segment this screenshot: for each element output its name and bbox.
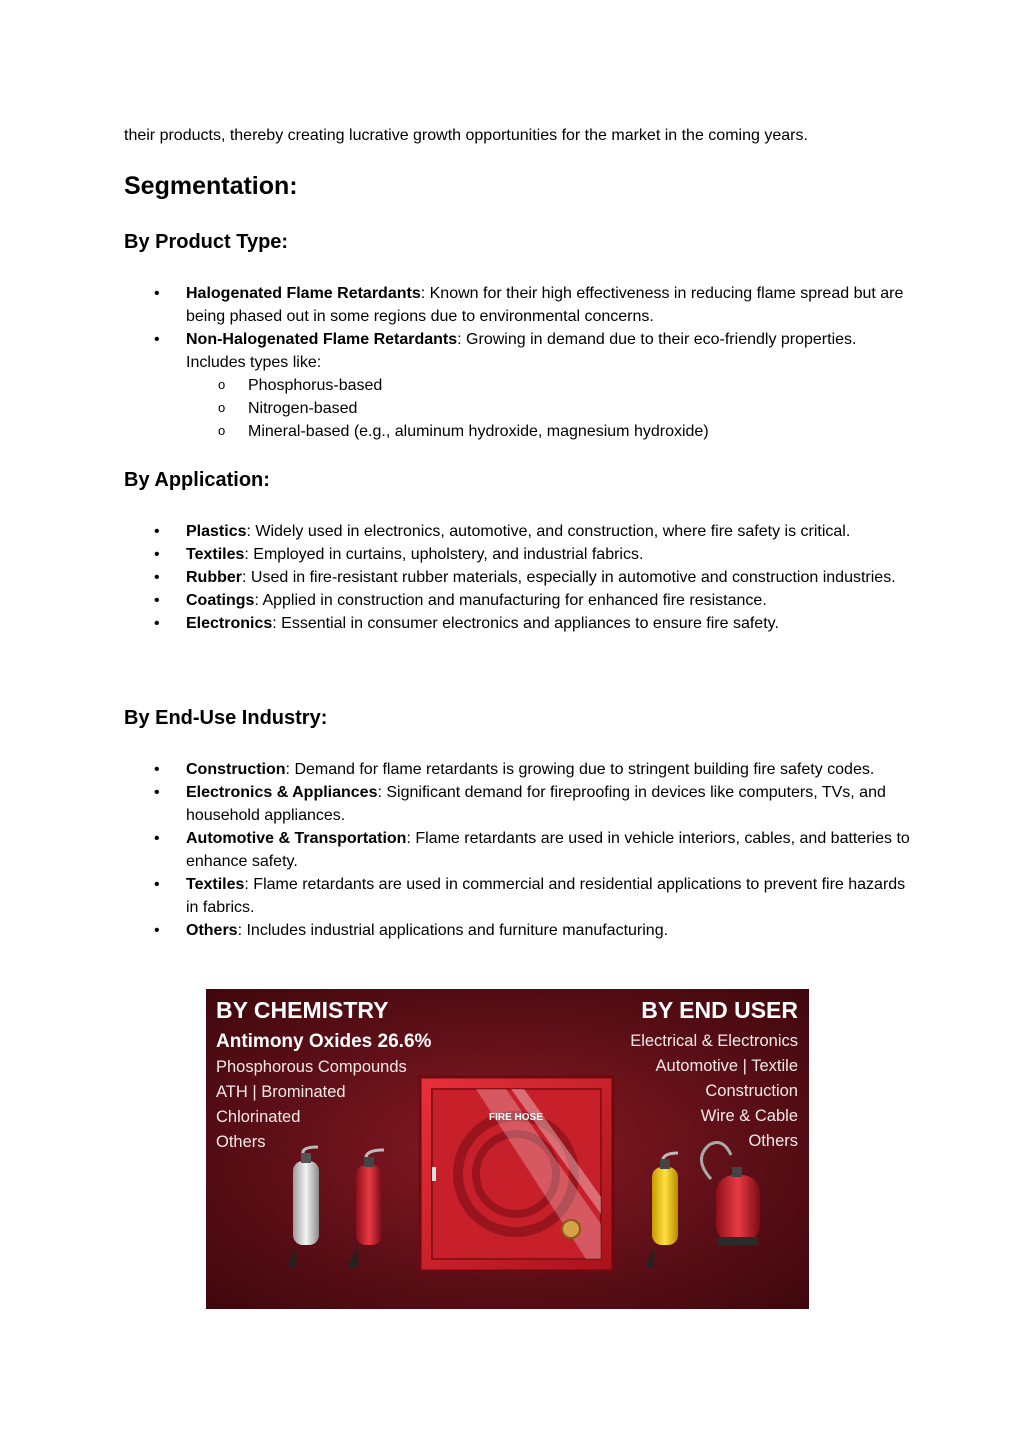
- sub-list-item: o Phosphorus-based: [186, 374, 910, 397]
- list-item: [150, 328, 910, 443]
- end-user-item: Electrical & Electronics: [630, 1032, 798, 1050]
- sub-list-item: o Mineral-based (e.g., aluminum hydroxide, magnesium hydroxide): [186, 420, 910, 443]
- end-user-item: Construction: [705, 1082, 798, 1100]
- list-item: [150, 781, 910, 827]
- yellow-extinguisher-icon: [646, 1153, 678, 1267]
- red-extinguisher-icon: [348, 1150, 384, 1267]
- cabinet-label: FIRE HOSE: [489, 1112, 543, 1123]
- end-user-item: Others: [748, 1132, 798, 1150]
- list-item: [150, 873, 910, 919]
- item-term: Coatings: [186, 592, 255, 609]
- item-term: Plastics: [186, 523, 247, 540]
- list-item: [150, 612, 910, 635]
- item-desc: : Flame retardants are used in commercial and residential applications to prevent fire hazards in fabrics.: [186, 876, 906, 916]
- list-item: [150, 758, 910, 781]
- product-type-heading: By Product Type:: [124, 231, 289, 253]
- sub-list: [186, 374, 910, 443]
- application-list: [150, 520, 910, 635]
- item-desc: : Demand for flame retardants is growing due to stringent building fire safety codes.: [285, 761, 875, 778]
- list-item: [150, 566, 910, 589]
- by-chemistry-panel: [216, 995, 431, 1155]
- chemistry-item: Others: [216, 1133, 266, 1151]
- item-term: Electronics & Appliances: [186, 784, 378, 801]
- end-use-heading: By End-Use Industry:: [124, 707, 328, 729]
- item-term: Automotive & Transportation: [186, 830, 407, 847]
- list-item: [150, 282, 910, 328]
- chemistry-item: Chlorinated: [216, 1108, 301, 1126]
- red-extinguisher-right-icon: [701, 1143, 760, 1245]
- item-desc: : Widely used in electronics, automotive, and construction, where fire safety is critical.: [246, 523, 851, 540]
- by-end-user-title: BY END USER: [641, 997, 798, 1023]
- item-term: Rubber: [186, 569, 242, 586]
- chemistry-highlight: Antimony Oxides 26.6%: [216, 1031, 432, 1052]
- item-term: Non-Halogenated Flame Retardants: [186, 331, 458, 348]
- chemistry-item: Phosphorous Compounds: [216, 1058, 407, 1076]
- item-desc: : Known for their high effectiveness in reducing flame spread but are being phased out in some regions due to environmental concerns.: [186, 285, 904, 325]
- item-desc: : Used in fire-resistant rubber materials, especially in automotive and construction industries.: [242, 569, 896, 586]
- sub-list-item: o Nitrogen-based: [186, 397, 910, 420]
- by-chemistry-title: BY CHEMISTRY: [216, 997, 389, 1023]
- application-heading: By Application:: [124, 469, 270, 491]
- white-extinguisher-icon: [288, 1147, 319, 1267]
- item-desc: : Significant demand for fireproofing in devices like computers, TVs, and household appliances.: [186, 784, 886, 824]
- end-user-item: Automotive | Textile: [655, 1057, 798, 1075]
- product-type-list: [150, 282, 910, 443]
- item-term: Others: [186, 922, 238, 939]
- intro-paragraph: their products, thereby creating lucrative growth opportunities for the market in the coming years.: [124, 127, 808, 144]
- segmentation-banner-image: [206, 989, 809, 1309]
- item-term: Halogenated Flame Retardants: [186, 285, 421, 302]
- item-term: Electronics: [186, 615, 273, 632]
- segmentation-heading: Segmentation:: [124, 172, 298, 200]
- item-term: Construction: [186, 761, 286, 778]
- item-desc: : Applied in construction and manufacturing for enhanced fire resistance.: [254, 592, 767, 609]
- end-use-list: [150, 758, 910, 942]
- item-term: Textiles: [186, 546, 245, 563]
- item-desc: : Includes industrial applications and furniture manufacturing.: [237, 922, 669, 939]
- item-desc: : Growing in demand due to their eco-friendly properties. Includes types like:: [186, 331, 857, 371]
- by-end-user-panel: [630, 995, 798, 1154]
- item-term: Textiles: [186, 876, 245, 893]
- chemistry-item: ATH | Brominated: [216, 1083, 346, 1101]
- end-user-item: Wire & Cable: [700, 1107, 798, 1125]
- list-item: [150, 919, 910, 942]
- list-item: [150, 543, 910, 566]
- fire-hose-cabinet-icon: [420, 1077, 613, 1271]
- list-item: [150, 520, 910, 543]
- item-desc: : Essential in consumer electronics and appliances to ensure fire safety.: [272, 615, 779, 632]
- item-desc: : Employed in curtains, upholstery, and industrial fabrics.: [244, 546, 644, 563]
- list-item: [150, 589, 910, 612]
- list-item: [150, 827, 910, 873]
- item-desc: : Flame retardants are used in vehicle interiors, cables, and batteries to enhance safety.: [186, 830, 910, 870]
